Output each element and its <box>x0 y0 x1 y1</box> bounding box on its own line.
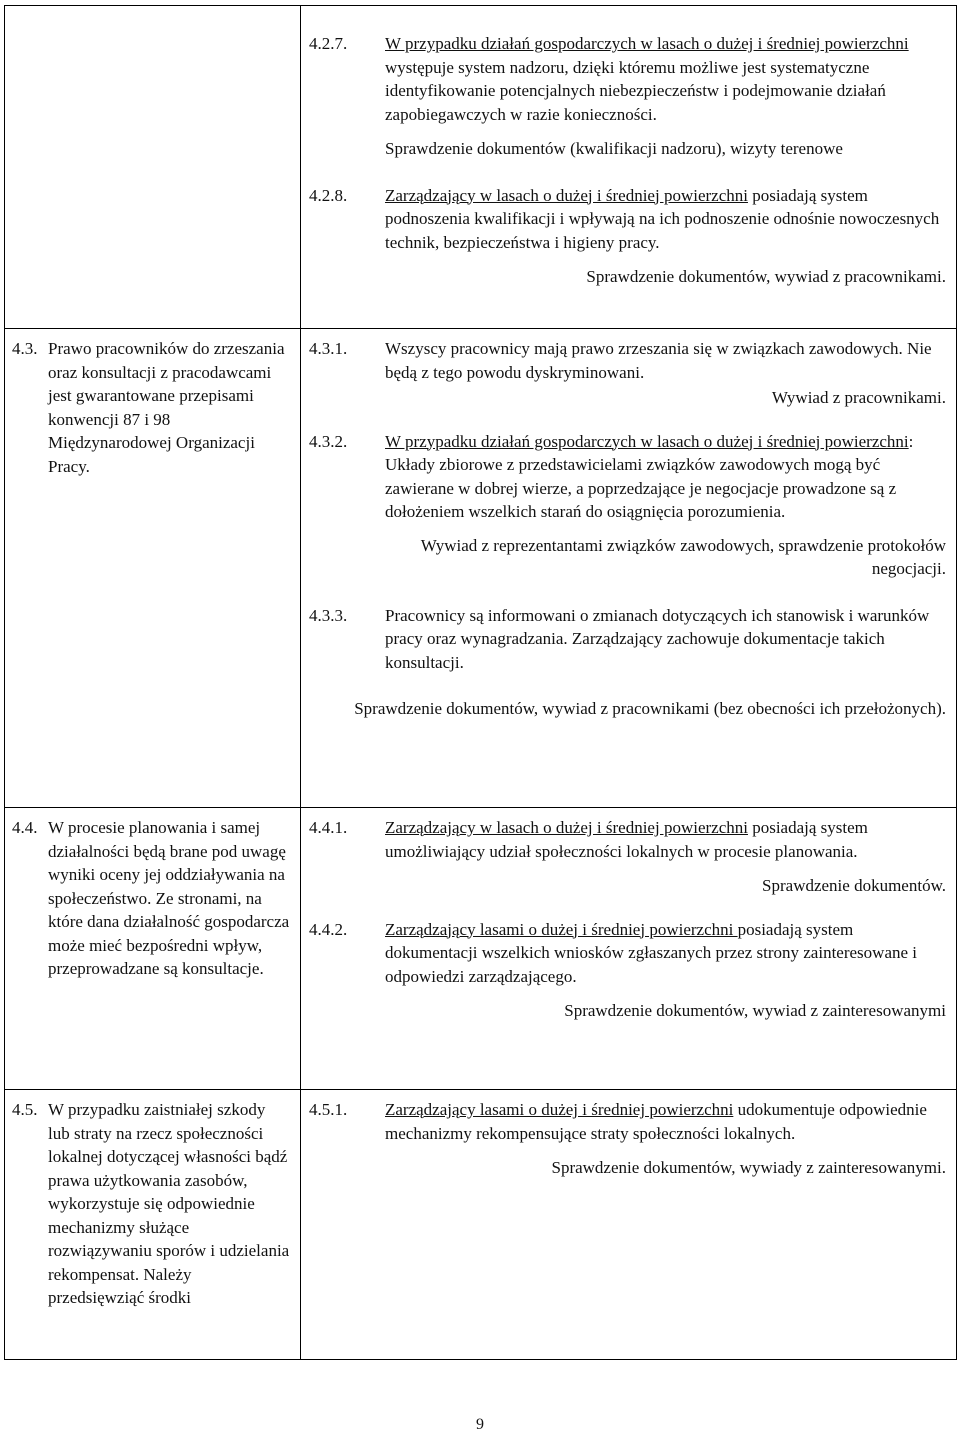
table-row <box>5 329 957 808</box>
criterion-text <box>385 337 946 384</box>
table-row <box>5 808 957 1090</box>
criterion-number: 4.5.1. <box>309 1100 348 1119</box>
criterion-item <box>309 32 946 161</box>
verification-line: Wywiad z reprezentantami związków zawodowych, sprawdzenie protokołów negocjacji. <box>420 535 946 578</box>
criterion-text-plain: posiadają system podnoszenia kwalifikacji i wpływają na ich podnoszenie odnośnie nowoczesnych technik, bezpieczeństwa i higieny pracy. <box>385 185 940 252</box>
principle-number: 4.4. <box>12 818 38 837</box>
verification-line: Sprawdzenie dokumentów, wywiad z zainteresowanymi <box>564 1001 946 1020</box>
principle-text: W procesie planowania i samej działalności będą brane pod uwagę wyniki oceny jej oddziaływania na społeczeństwo. Ze stronami, na które dana działalność gospodarcza może mieć bezpośredni wpływ, przeprowadzane są konsultacje. <box>48 818 290 978</box>
criterion-text-plain: : Układy zbiorowe z przedstawicielami związków zawodowych mogą być zawierane w dobrej wierze, a poprzedzające je negocjacje prowadzone są z dołożeniem wszelkich starań do osiągnięcia porozumienia. <box>385 431 914 521</box>
principle-cell <box>5 1090 301 1360</box>
criterion-text <box>385 32 946 126</box>
criterion-text <box>385 918 946 989</box>
criterion-item <box>309 430 946 581</box>
criterion-number: 4.4.1. <box>309 818 348 837</box>
criteria-cell <box>301 808 957 1090</box>
criterion-item <box>309 604 946 721</box>
criterion-text-underlined: Zarządzający lasami o dużej i średniej powierzchni <box>385 919 738 939</box>
criterion-text <box>385 1098 946 1145</box>
principle-number: 4.5. <box>12 1100 38 1119</box>
criterion-text-plain: występuje system nadzoru, dzięki któremu możliwe jest systematyczne identyfikowanie potencjalnych niebezpieczeństw i podejmowanie działań zapobiegawczych w razie konieczności. <box>385 57 886 124</box>
criterion-text <box>385 430 946 524</box>
principle-number: 4.3. <box>12 339 38 358</box>
criterion-number: 4.3.3. <box>309 605 348 625</box>
criterion-text <box>385 816 946 863</box>
principle-item <box>5 6 300 15</box>
criteria-cell <box>301 1090 957 1360</box>
verification-line: Sprawdzenie dokumentów, wywiad z pracownikami. <box>586 267 946 286</box>
criterion-text-plain: udokumentuje odpowiednie mechanizmy rekompensujące straty społeczności lokalnych. <box>385 1100 927 1143</box>
verification-line: Wywiad z pracownikami. <box>771 388 946 407</box>
criterion-text-plain: posiadają system dokumentacji wszelkich wniosków zgłaszanych przez strony zainteresowane i odpowiedzi zarządzającego. <box>385 919 918 986</box>
criterion-text-plain: Pracownicy są informowani o zmianach dotyczących ich stanowisk i warunków pracy oraz wynagradzania. Zarządzający zachowuje dokumentacje takich konsultacji. <box>385 605 930 672</box>
criterion-item <box>309 1098 946 1180</box>
criterion-text-underlined: Zarządzający w lasach o dużej i średniej powierzchni <box>385 185 748 205</box>
criterion-text-plain: Wszyscy pracownicy mają prawo zrzeszania się w związkach zawodowych. Nie będą z tego powodu dyskryminowani. <box>385 339 932 382</box>
criteria-cell <box>301 329 957 808</box>
principle-cell <box>5 6 301 329</box>
principle-text: Prawo pracowników do zrzeszania oraz konsultacji z pracodawcami jest gwarantowane przepisami konwencji 87 i 98 Międzynarodowej Organizacji Pracy. <box>48 339 285 476</box>
table-row <box>5 6 957 329</box>
criterion-number: 4.3.2. <box>309 431 348 451</box>
criteria-cell <box>301 6 957 329</box>
criterion-item <box>309 816 946 898</box>
verification-line: Sprawdzenie dokumentów, wywiady z zainteresowanymi. <box>551 1158 946 1177</box>
criteria-table <box>4 5 957 1360</box>
criterion-number: 4.2.8. <box>309 185 348 205</box>
criterion-text <box>385 184 946 255</box>
principle-item <box>5 329 300 484</box>
criterion-text-underlined: W przypadku działań gospodarczych w lasach o dużej i średniej powierzchni <box>385 34 909 53</box>
principle-item <box>5 808 300 987</box>
criterion-text-underlined: W przypadku działań gospodarczych w lasach o dużej i średniej powierzchni <box>385 431 909 451</box>
criterion-text <box>385 604 946 675</box>
principle-cell <box>5 329 301 808</box>
verification-line: Sprawdzenie dokumentów (kwalifikacji nadzoru), wizyty terenowe <box>385 139 843 158</box>
criterion-number: 4.3.1. <box>309 339 348 358</box>
principle-item <box>5 1090 300 1316</box>
criterion-number: 4.4.2. <box>309 919 348 939</box>
criterion-text-plain: posiadają system umożliwiający udział społeczności lokalnych w procesie planowania. <box>385 818 868 861</box>
verification-line: Sprawdzenie dokumentów. <box>762 876 946 895</box>
criterion-number: 4.2.7. <box>309 34 348 53</box>
page-number: 9 <box>476 1416 484 1433</box>
verification-line: Sprawdzenie dokumentów, wywiad z pracownikami (bez obecności ich przełożonych). <box>354 699 946 718</box>
criterion-item <box>309 337 946 410</box>
criterion-item <box>309 918 946 1023</box>
criterion-text-underlined: Zarządzający lasami o dużej i średniej powierzchni <box>385 1100 734 1119</box>
principle-text: W przypadku zaistniałej szkody lub straty na rzecz społeczności lokalnej dotyczącej własności bądź prawa użytkowania zasobów, wykorzystuje się odpowiednie mechanizmy służące rozwiązywaniu sporów i udzielania rekompensat. Należy przedsięwziąć środki <box>48 1100 290 1307</box>
criterion-text-underlined: Zarządzający w lasach o dużej i średniej powierzchni <box>385 818 748 837</box>
principle-cell <box>5 808 301 1090</box>
criterion-item <box>309 184 946 289</box>
table-row <box>5 1090 957 1360</box>
